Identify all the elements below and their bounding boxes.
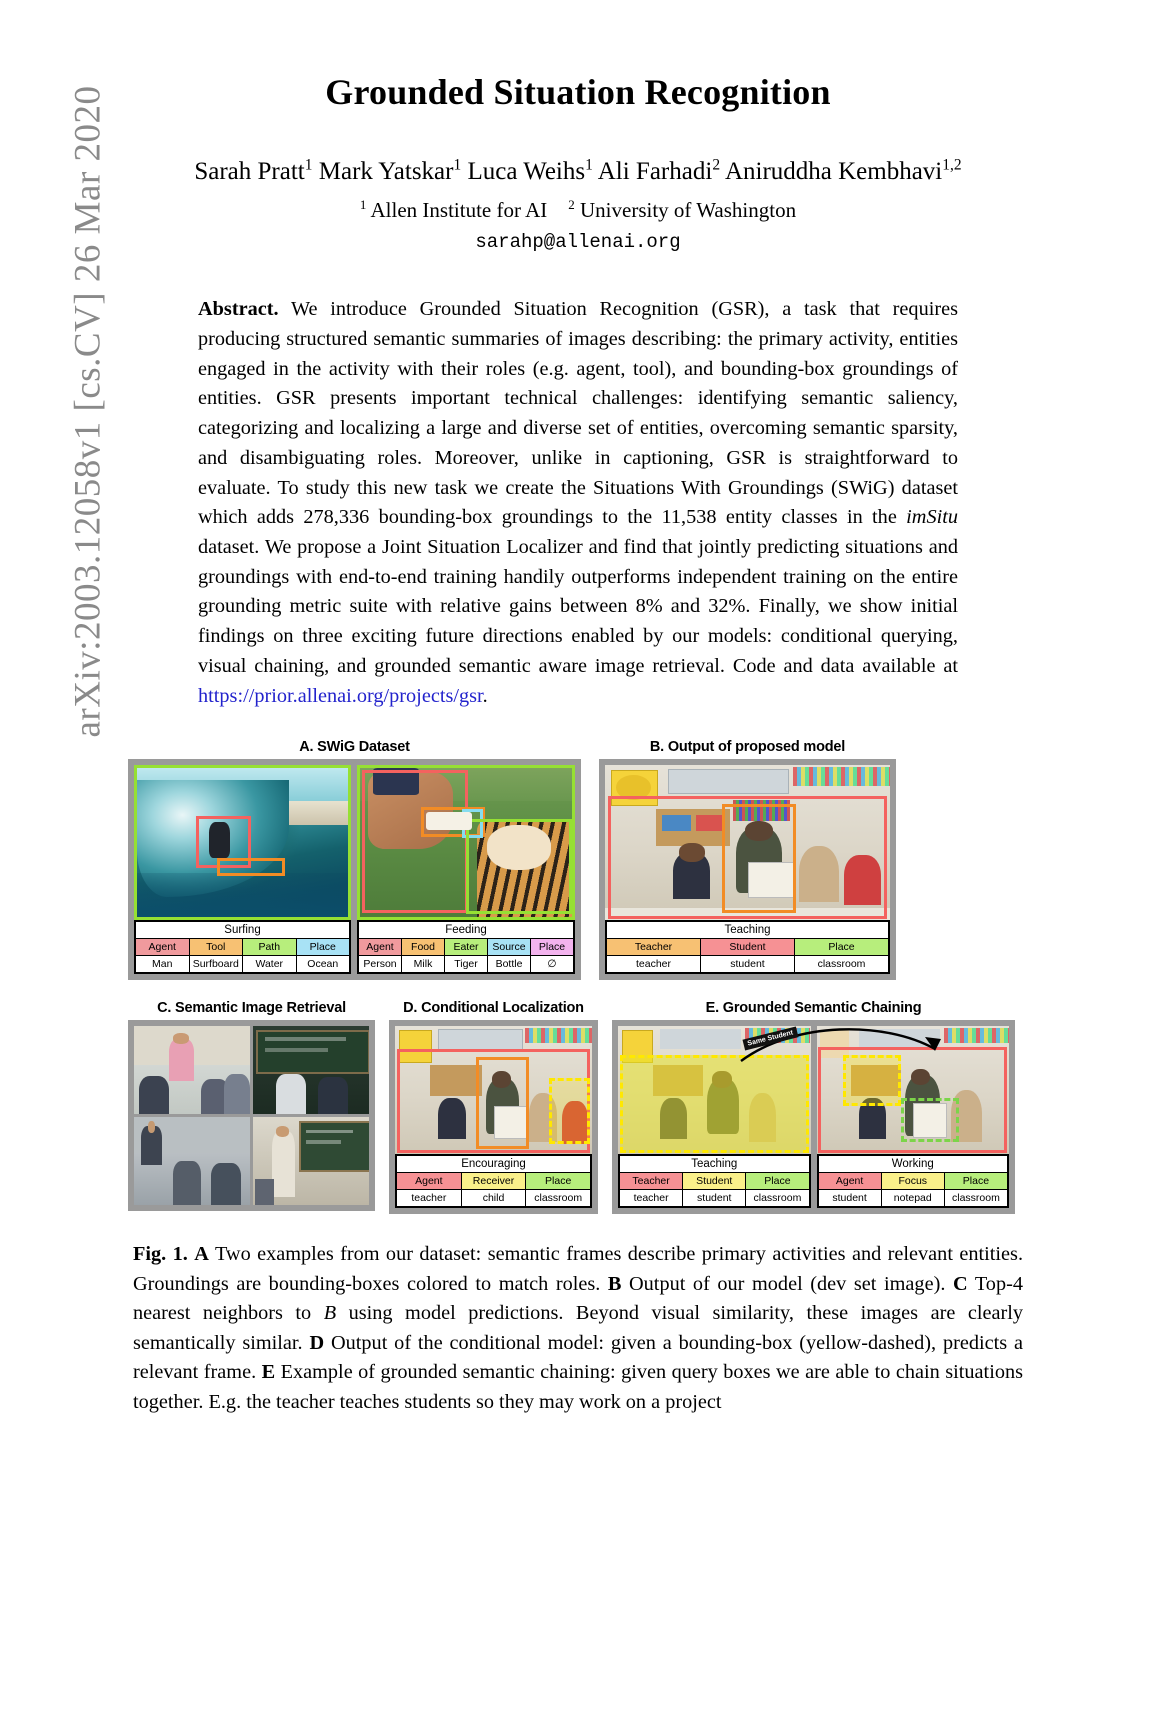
frame-table-working bbox=[817, 1154, 1010, 1208]
frame-verb: Teaching bbox=[620, 1156, 809, 1173]
retrieval-thumb-4 bbox=[253, 1117, 369, 1205]
bbox-query-yellow-dashed bbox=[549, 1078, 590, 1145]
bbox-teacher-orange bbox=[722, 804, 796, 913]
frame-roles: Teacher Student Place bbox=[620, 1173, 809, 1190]
bbox-agent-orange bbox=[476, 1057, 529, 1149]
frame-values: teacher student classroom bbox=[607, 956, 888, 972]
author-3: Ali Farhadi$^2$ bbox=[597, 157, 721, 186]
panel-b-title: B. Output of proposed model bbox=[649, 739, 846, 756]
frame-table-teaching-e bbox=[618, 1154, 811, 1208]
frame-verb: Working bbox=[819, 1156, 1008, 1173]
chain-annotation-label: Same Student bbox=[742, 1027, 798, 1051]
caption-tag-b: B bbox=[607, 1272, 622, 1295]
panel-e bbox=[612, 1000, 1015, 1214]
abstract-body-2: dataset. We propose a Joint Situation Localizer and find that jointly predicting situations and groundings with end-to-end training handily outperforms independent training on the entire grounding metric suite with relative gains between 8% and 32%. Finally, we show initial findings on three exciting future directions enabled by our models: conditional querying, visual chaining, and grounded semantic aware image retrieval. Code and data available at bbox=[198, 536, 958, 677]
panel-d-frame bbox=[389, 1020, 598, 1214]
caption-text-a: Two examples from our dataset: semantic frames describe primary activities and relevant entities. Groundings are bounding-boxes colored to match roles. bbox=[133, 1243, 1024, 1295]
abstract bbox=[198, 295, 958, 711]
frame-verb: Teaching bbox=[607, 922, 888, 939]
frame-values: teacher student classroom bbox=[620, 1190, 809, 1206]
frame-table-teaching-b bbox=[605, 920, 890, 974]
caption-italic-b: B bbox=[323, 1302, 337, 1325]
chain-left bbox=[618, 1026, 811, 1208]
author-3-sup: 2 bbox=[712, 157, 721, 175]
caption-label: Fig. 1. bbox=[133, 1243, 188, 1266]
caption-text-d: Output of the conditional model: given a bounding-box (yellow-dashed), predicts a relevant frame. bbox=[133, 1331, 1023, 1384]
caption-text-e: Example of grounded semantic chaining: given query boxes we are able to chain situations together. E.g. the teacher teaches students so they may work on a project bbox=[133, 1361, 1024, 1413]
affiliations bbox=[88, 197, 1068, 223]
chain-right-photo bbox=[817, 1026, 1010, 1154]
author-2-sup: 1 bbox=[585, 157, 593, 175]
panel-e-frame bbox=[612, 1020, 1015, 1214]
affil-1-sup: 2 bbox=[568, 197, 575, 213]
panel-b-frame bbox=[599, 759, 896, 980]
affil-0-sup: 1 bbox=[359, 197, 367, 213]
arxiv-stamp: arXiv:2003.12058v1 [cs.CV] 26 Mar 2020 bbox=[67, 85, 109, 738]
bbox-query-yellow-dashed bbox=[620, 1055, 809, 1154]
panel-a-frame bbox=[128, 759, 581, 980]
author-1: Mark Yatskar$^1$ bbox=[318, 157, 462, 186]
caption-tag-e: E bbox=[261, 1361, 276, 1384]
author-2: Luca Weihs$^1$ bbox=[467, 157, 593, 186]
frame-roles: Agent Receiver Place bbox=[397, 1173, 590, 1190]
frame-roles: Agent Tool Path Place bbox=[136, 939, 349, 956]
contact-email: sarahp@allenai.org bbox=[475, 231, 681, 254]
page-title: Grounded Situation Recognition bbox=[325, 72, 831, 112]
caption-text-c: Top-4 nearest neighbors to bbox=[133, 1272, 1023, 1325]
frame-verb: Encouraging bbox=[397, 1156, 590, 1173]
panel-c bbox=[128, 1000, 375, 1211]
example-feeding bbox=[357, 765, 575, 974]
frame-values: Man Surfboard Water Ocean bbox=[136, 956, 349, 972]
frame-table-surfing bbox=[134, 920, 351, 974]
panel-b bbox=[599, 739, 896, 980]
frame-roles: Teacher Student Place bbox=[607, 939, 888, 956]
author-4: Aniruddha Kembhavi$^{1,2}$ bbox=[724, 157, 962, 186]
author-0: Sarah Pratt$^1$ bbox=[194, 157, 313, 186]
panel-c-title: C. Semantic Image Retrieval bbox=[157, 1000, 346, 1017]
classroom-photo bbox=[605, 765, 890, 920]
figure-1 bbox=[128, 739, 1028, 1214]
frame-values: student notepad classroom bbox=[819, 1190, 1008, 1206]
panel-d-title: D. Conditional Localization bbox=[403, 1000, 584, 1017]
chain-left-photo bbox=[618, 1026, 811, 1154]
frame-values: Person Milk Tiger Bottle ∅ bbox=[359, 956, 573, 972]
panel-c-frame bbox=[128, 1020, 375, 1211]
frame-table-encouraging bbox=[395, 1154, 592, 1208]
bbox-tool-orange bbox=[217, 858, 285, 876]
author-4-sup: 1,2 bbox=[942, 157, 962, 175]
frame-roles: Agent Food Eater Source Place bbox=[359, 939, 573, 956]
frame-verb: Surfing bbox=[136, 922, 349, 939]
abstract-body-3: . bbox=[482, 684, 488, 707]
abstract-italic-imsitu: imSitu bbox=[906, 506, 958, 529]
caption-tag-d: D bbox=[309, 1331, 325, 1354]
paper-page bbox=[88, 0, 1068, 1417]
bbox-agent-yellow-dashed bbox=[843, 1055, 901, 1106]
author-1-sup: 1 bbox=[453, 157, 462, 175]
chain-right bbox=[817, 1026, 1010, 1208]
figure-caption bbox=[133, 1240, 1023, 1417]
conditional-photo bbox=[395, 1026, 592, 1154]
bbox-eater-green bbox=[466, 819, 572, 914]
retrieval-thumb-1 bbox=[134, 1026, 250, 1114]
author-list bbox=[88, 155, 1068, 189]
frame-verb: Feeding bbox=[359, 922, 573, 939]
frame-roles: Agent Focus Place bbox=[819, 1173, 1008, 1190]
caption-text-b: Output of our model (dev set image). bbox=[621, 1272, 953, 1295]
bbox-agent-red bbox=[362, 770, 468, 913]
abstract-body-1: We introduce Grounded Situation Recognition (GSR), a task that requires producing structured semantic summaries of images describing: the primary activity, entities engaged in the activity with their roles (e.g. agent, tool), and bounding-box groundings of entities. GSR presents important technical challenges: identifying semantic saliency, categorizing and localizing a large and diverse set of entities, overcoming semantic sparsity, and disambiguating roles. Moreover, unlike in captioning, GSR is straightforward to evaluate. To study this new task we create the Situations With Groundings (SWiG) dataset which adds 278,336 bounding-box groundings to the 11,538 entity classes in the bbox=[198, 298, 958, 529]
panel-a bbox=[128, 739, 581, 980]
retrieval-thumb-2 bbox=[253, 1026, 369, 1114]
retrieval-thumb-3 bbox=[134, 1117, 250, 1205]
caption-text-c2: using model predictions. Beyond visual similarity, these images are clearly semantically similar. bbox=[133, 1302, 1024, 1354]
project-link[interactable]: https://prior.allenai.org/projects/gsr bbox=[198, 684, 483, 707]
author-0-sup: 1 bbox=[304, 157, 313, 175]
affil-1-name: University of Washington bbox=[580, 198, 797, 223]
caption-tag-a: A bbox=[194, 1243, 209, 1266]
caption-tag-c: C bbox=[952, 1272, 968, 1295]
surfing-photo bbox=[134, 765, 351, 920]
panel-a-title: A. SWiG Dataset bbox=[299, 739, 410, 756]
panel-d bbox=[389, 1000, 598, 1214]
feeding-photo bbox=[357, 765, 575, 920]
bbox-focus-green-dashed bbox=[901, 1098, 959, 1142]
frame-table-feeding bbox=[357, 920, 575, 974]
affil-0-name: Allen Institute for AI bbox=[370, 198, 548, 223]
example-surfing bbox=[134, 765, 351, 974]
frame-values: teacher child classroom bbox=[397, 1190, 590, 1206]
abstract-label: Abstract. bbox=[198, 298, 279, 321]
panel-e-title: E. Grounded Semantic Chaining bbox=[705, 1000, 922, 1017]
